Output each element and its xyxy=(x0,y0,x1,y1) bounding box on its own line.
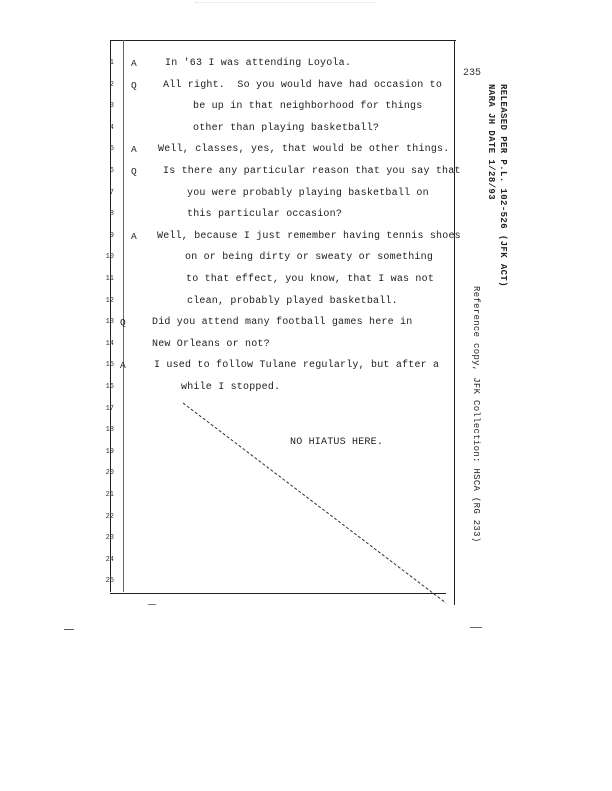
transcript-line: New Orleans or not? xyxy=(152,338,270,350)
transcript-line: Well, classes, yes, that would be other things. xyxy=(158,144,450,156)
scan-mark xyxy=(470,627,482,628)
speaker-label: Q xyxy=(131,166,137,177)
line-number: 22 xyxy=(105,512,114,521)
transcript-line: Did you attend many football games here in xyxy=(152,317,413,329)
line-number: 1 xyxy=(109,59,114,67)
page-number: 235 xyxy=(463,68,482,79)
transcript-line: while I stopped. xyxy=(181,382,281,393)
scan-mark xyxy=(148,604,156,605)
transcript-line: on or being dirty or sweaty or something xyxy=(185,252,434,264)
line-number: 2 xyxy=(109,80,114,89)
reference-copy-note: Reference copy, JFK Collection: HSCA (RG 233) xyxy=(471,286,481,543)
line-number: 9 xyxy=(109,231,114,240)
speaker-label: Q xyxy=(131,79,137,91)
line-number: 10 xyxy=(105,253,114,262)
line-number: 19 xyxy=(105,447,114,456)
speaker-label: A xyxy=(131,230,137,242)
line-number: 13 xyxy=(105,318,114,327)
transcript-line: Well, because I just remember having tennis shoes xyxy=(157,230,461,242)
transcript-line: other than playing basketball? xyxy=(193,122,380,134)
speaker-label: A xyxy=(131,58,137,69)
transcript-line: to that effect, you know, that I was not xyxy=(186,274,435,285)
transcript-line: In '63 I was attending Loyola. xyxy=(165,58,352,69)
transcript-line: clean, probably played basketball. xyxy=(187,295,398,307)
speaker-label: A xyxy=(120,360,126,372)
transcript-line: be up in that neighborhood for things xyxy=(193,101,423,113)
hiatus-note: NO HIATUS HERE. xyxy=(290,437,384,448)
speaker-label: Q xyxy=(120,317,126,329)
release-stamp: RELEASED PER P.L. 102-526 (JFK ACT) xyxy=(498,84,508,288)
line-number: 24 xyxy=(105,555,114,564)
transcript-line: this particular occasion? xyxy=(187,209,343,221)
line-number: 21 xyxy=(105,491,114,499)
line-number: 6 xyxy=(109,167,114,175)
line-number: 15 xyxy=(105,361,114,370)
line-number: 7 xyxy=(109,188,114,197)
line-number: 5 xyxy=(109,145,114,154)
transcript-line: you were probably playing basketball on xyxy=(187,187,429,199)
transcript-line: All right. So you would have had occasion to xyxy=(163,79,443,91)
line-number: 17 xyxy=(105,404,114,413)
line-number: 11 xyxy=(105,275,114,283)
transcript-line: Is there any particular reason that you say that xyxy=(163,166,461,177)
transcript-line: I used to follow Tulane regularly, but after a xyxy=(154,360,440,372)
line-number: 18 xyxy=(105,426,114,435)
line-number: 23 xyxy=(105,534,114,543)
line-number: 12 xyxy=(105,296,114,305)
line-number: 8 xyxy=(109,210,114,219)
line-number: 4 xyxy=(109,123,114,132)
scan-mark xyxy=(64,629,74,630)
line-number: 25 xyxy=(105,577,114,586)
line-number: 20 xyxy=(105,469,114,478)
speaker-label: A xyxy=(131,144,137,156)
line-number: 3 xyxy=(109,102,114,111)
nara-date-stamp: NARA JH DATE 1/28/93 xyxy=(486,84,496,201)
line-number: 16 xyxy=(105,383,114,391)
line-number: 14 xyxy=(105,339,114,348)
